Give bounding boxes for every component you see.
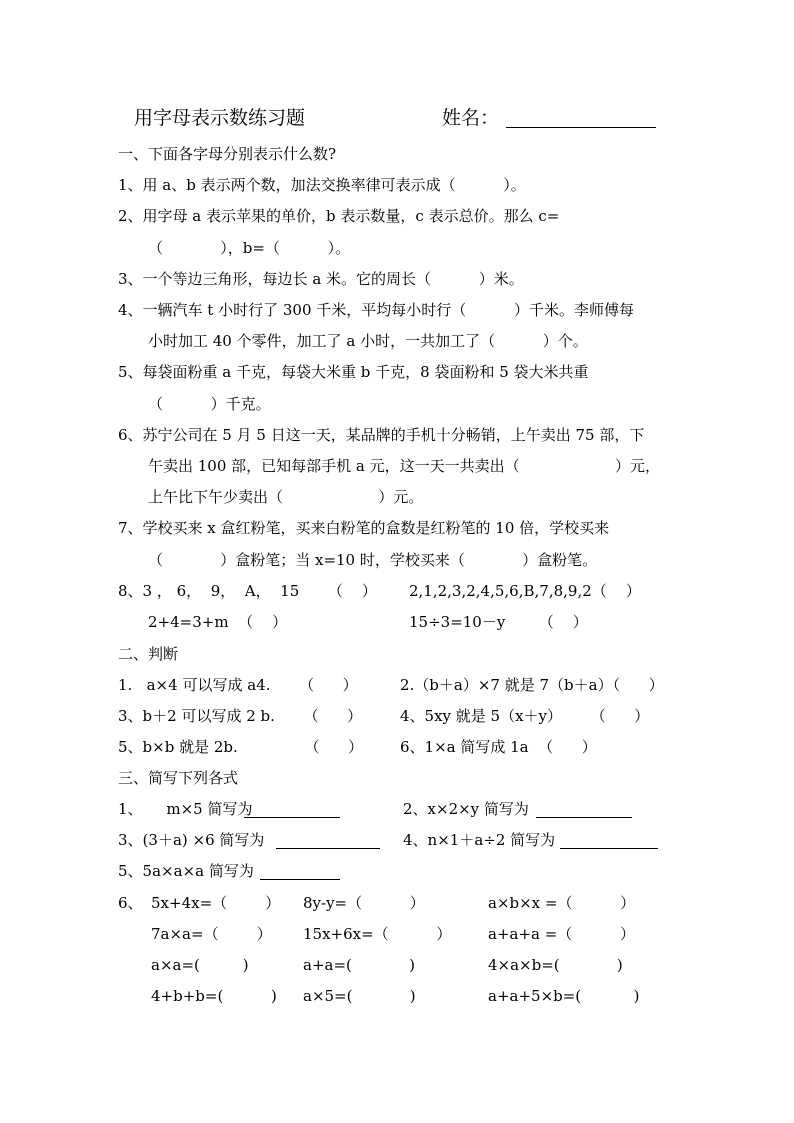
q4-line: 4、一辆汽车 t 小时行了 300 千米，平均每小时行（ ）千米。李师傅每 <box>118 301 634 319</box>
answer-line-3[interactable] <box>276 848 380 849</box>
answer-line-5[interactable] <box>260 879 340 880</box>
simplify-item-2: 2、x×2×y 简写为 <box>403 800 529 818</box>
q7-line-cont: （ ）盒粉笔；当 x=10 时，学校买来（ ）盒粉笔。 <box>148 551 598 569</box>
q5-line: 5、每袋面粉重 a 千克，每袋大米重 b 千克，8 袋面粉和 5 袋大米共重 <box>118 363 589 381</box>
judge-item-6: 6、1×a 简写成 1a （ ） <box>400 738 597 756</box>
section1-heading: 一、下面各字母分别表示什么数? <box>118 145 337 163</box>
q6-line-cont: 午卖出 100 部，已知每部手机 a 元，这一天一共卖出（ ）元， <box>148 457 661 475</box>
judge-item-5: 5、b×b 就是 2b. （ ） <box>118 738 364 756</box>
q8-item-b: 2,1,2,3,2,4,5,6,B,7,8,9,2（ ） <box>409 582 641 600</box>
simplify-item-4: 4、n×1＋a÷2 简写为 <box>403 831 556 849</box>
grid-item: 5x+4x=（ ） <box>151 894 281 912</box>
q2-line: 2、用字母 a 表示苹果的单价，b 表示数量，c 表示总价。那么 c= <box>118 207 560 225</box>
simplify-item-1: 1、 m×5 简写为 <box>118 800 253 818</box>
answer-line-1[interactable] <box>244 817 340 818</box>
judge-item-4: 4、5xy 就是 5（x＋y） （ ） <box>400 707 650 725</box>
answer-line-2[interactable] <box>536 817 632 818</box>
section3-heading: 三、简写下列各式 <box>118 769 239 787</box>
q2-line-cont: （ ），b=（ ）。 <box>148 239 351 257</box>
grid-item: 15x+6x=（ ） <box>303 925 452 943</box>
judge-item-2: 2.（b＋a）×7 就是 7（b＋a）（ ） <box>400 676 664 694</box>
judge-item-1: 1. a×4 可以写成 a4. （ ） <box>118 676 358 694</box>
page-title: 用字母表示数练习题 <box>134 107 306 129</box>
grid-item: 4+b+b=( ) <box>151 987 277 1005</box>
name-label: 姓名： <box>442 107 500 129</box>
q1-line: 1、用 a、b 表示两个数，加法交换率律可表示成（ ）。 <box>118 176 526 194</box>
q6-line-cont2: 上午比下午少卖出（ ）元。 <box>148 488 424 506</box>
q8-item-a: 8、3 ， 6， 9， A， 15 （ ） <box>118 582 377 600</box>
q5-line-cont: （ ）千克。 <box>148 395 271 413</box>
q6-line: 6、苏宁公司在 5 月 5 日这一天，某品牌的手机十分畅销，上午卖出 75 部，下 <box>118 426 645 444</box>
q4-line-cont: 小时加工 40 个零件，加工了 a 小时，一共加工了（ ）个。 <box>148 332 588 350</box>
grid-item: a×b×x =（ ） <box>488 894 636 912</box>
simplify-item-3: 3、(3＋a) ×6 简写为 <box>118 831 265 849</box>
q8-item-d: 15÷3=10－y （ ） <box>409 613 588 631</box>
simplify-q6-label: 6、 <box>118 894 143 912</box>
q7-line: 7、学校买来 x 盒红粉笔，买来白粉笔的盒数是红粉笔的 10 倍，学校买来 <box>118 519 610 537</box>
grid-item: 8y-y=（ ） <box>303 894 425 912</box>
grid-item: 7a×a=（ ） <box>151 925 272 943</box>
grid-item: a+a+5×b=( ) <box>488 987 640 1005</box>
answer-line-4[interactable] <box>560 848 658 849</box>
grid-item: a×5=( ) <box>303 987 416 1005</box>
grid-item: a×a=( ) <box>151 956 249 974</box>
section2-heading: 二、判断 <box>118 645 179 663</box>
grid-item: a+a+a =（ ） <box>488 925 635 943</box>
grid-item: 4×a×b=( ) <box>488 956 623 974</box>
q3-line: 3、一个等边三角形，每边长 a 米。它的周长（ ）米。 <box>118 270 524 288</box>
grid-item: a+a=( ) <box>303 956 415 974</box>
name-blank[interactable] <box>506 127 656 128</box>
q8-item-c: 2+4=3+m （ ） <box>148 613 288 631</box>
judge-item-3: 3、b＋2 可以写成 2 b. （ ） <box>118 707 363 725</box>
simplify-item-5: 5、5a×a×a 简写为 <box>118 862 254 880</box>
